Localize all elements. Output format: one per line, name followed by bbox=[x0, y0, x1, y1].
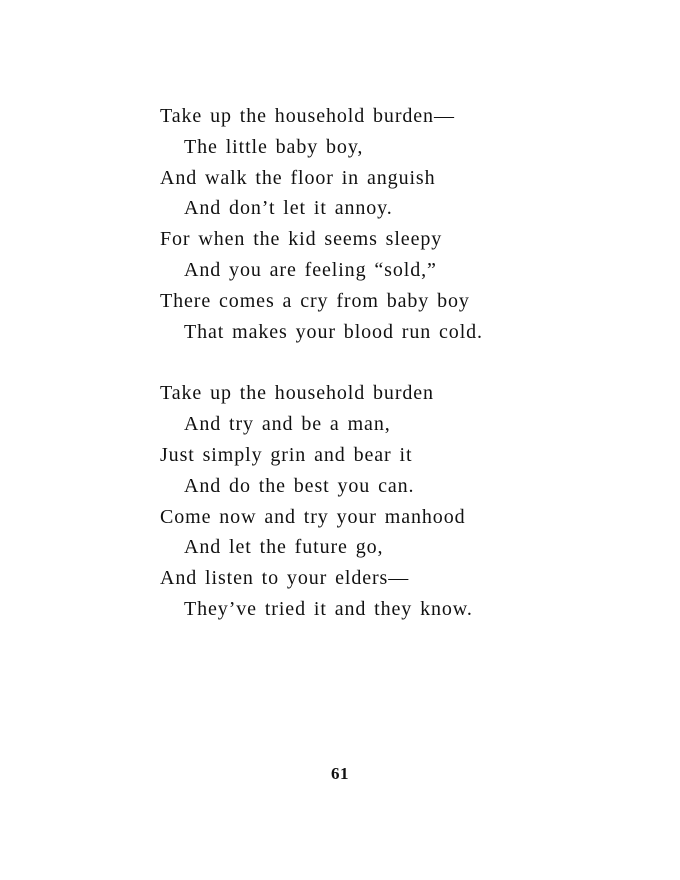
poem-line: Take up the household burden— bbox=[160, 105, 455, 127]
stanza-1 bbox=[160, 101, 640, 347]
poem-line: They’ve tried it and they know. bbox=[184, 597, 473, 620]
poem bbox=[160, 101, 640, 625]
poem-line: And listen to your elders— bbox=[160, 567, 410, 590]
poem-line: And try and be a man, bbox=[184, 413, 391, 436]
poem-line: Come now and try your manhood bbox=[160, 505, 466, 528]
poem-line: That makes your blood run cold. bbox=[184, 320, 483, 343]
poem-line: Take up the household burden bbox=[160, 382, 434, 405]
poem-line: And do the best you can. bbox=[184, 474, 415, 497]
stanza-2 bbox=[160, 378, 640, 624]
page-number: 61 bbox=[331, 764, 349, 783]
poem-line: And walk the floor in anguish bbox=[160, 166, 436, 189]
poem-line: Just simply grin and bear it bbox=[160, 443, 413, 466]
poem-line: There comes a cry from baby boy bbox=[160, 289, 470, 312]
poem-line: And let the future go, bbox=[184, 536, 384, 559]
poem-line: The little baby boy, bbox=[184, 135, 364, 158]
poem-line: And you are feeling “sold,” bbox=[184, 258, 437, 281]
poem-line: For when the kid seems sleepy bbox=[160, 228, 443, 251]
poem-line: And don’t let it annoy. bbox=[184, 197, 393, 220]
